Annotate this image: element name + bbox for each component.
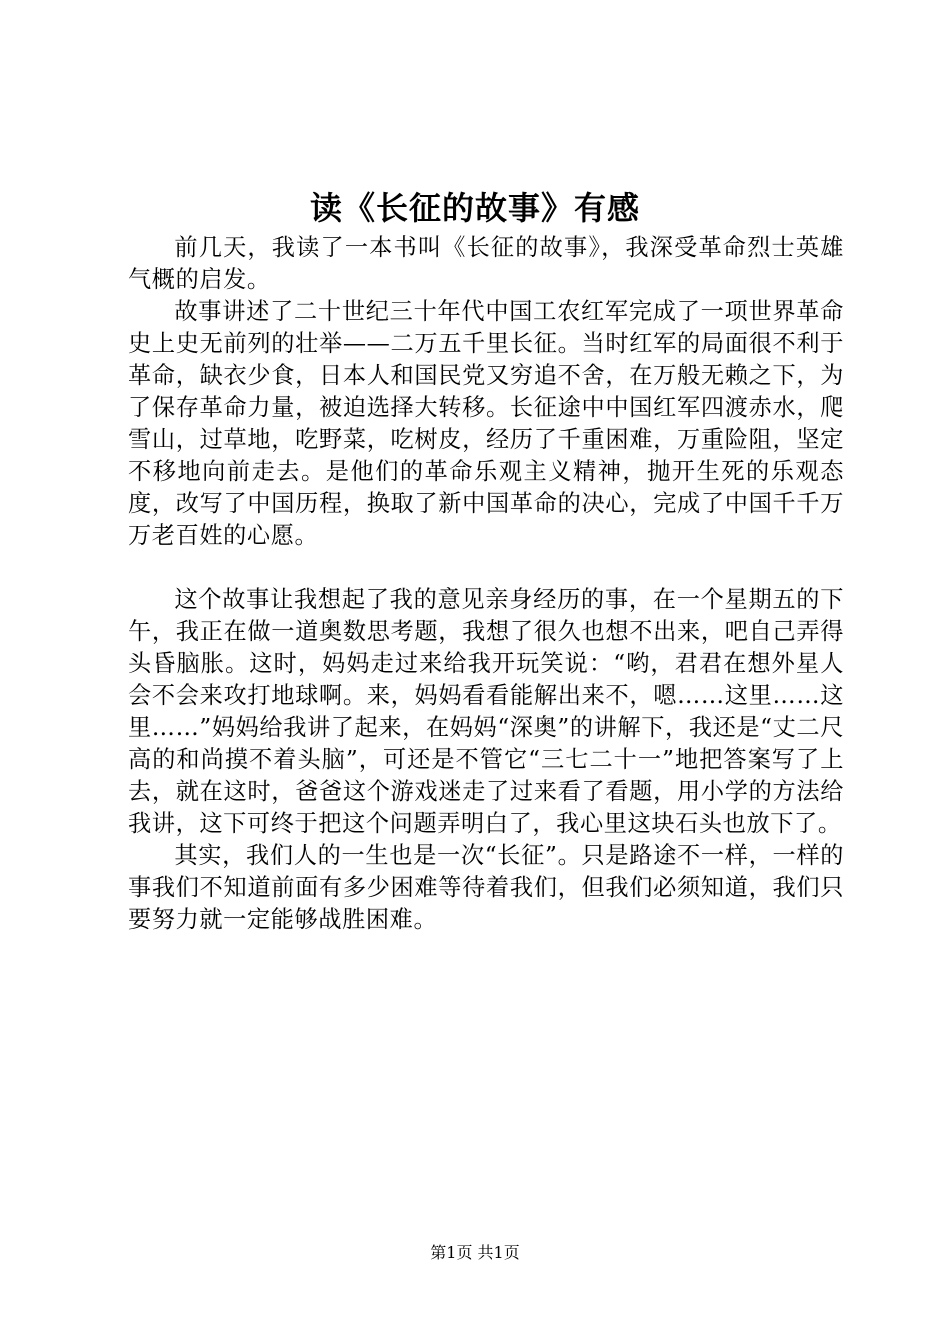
paragraph-3: 这个故事让我想起了我的意见亲身经历的事，在一个星期五的下午，我正在做一道奥数思考题，我想了很久也想不出来，吧自己弄得头昏脑胀。这时，妈妈走过来给我开玩笑说：“哟，君君在想外星人会不会来攻打地球啊。来，妈妈看看能解出来不，嗯……这里……这里……”妈妈给我讲了起来，在妈妈“深奥”的讲解下，我还是“丈二尺高的和尚摸不着头脑”，可还是不管它“三七二十一”地把答案写了上去，就在这时，爸爸这个游戏迷走了过来看了看题，用小学的方法给我讲，这下可终于把这个问题弄明白了，我心里这块石头也放下了。 [128, 586, 844, 837]
paragraph-2: 故事讲述了二十世纪三十年代中国工农红军完成了一项世界革命史上史无前列的壮举——二万五千里长征。当时红军的局面很不利于革命，缺衣少食，日本人和国民党又穷追不舍，在万般无赖之下，为了保存革命力量，被迫选择大转移。长征途中中国红军四渡赤水，爬雪山，过草地，吃野菜，吃树皮，经历了千重困难，万重险阻，坚定不移地向前走去。是他们的革命乐观主义精神，抛开生死的乐观态度，改写了中国历程，换取了新中国革命的决心，完成了中国千千万万老百姓的心愿。 [128, 298, 844, 549]
paragraph-1: 前几天，我读了一本书叫《长征的故事》，我深受革命烈士英雄气概的启发。 [128, 234, 844, 293]
paragraph-4: 其实，我们人的一生也是一次“长征”。只是路途不一样，一样的事我们不知道前面有多少困难等待着我们，但我们必须知道，我们只要努力就一定能够战胜困难。 [128, 842, 844, 933]
document-body [128, 232, 844, 936]
page-footer: 第1页 共1页 [430, 1243, 520, 1262]
document-title: 读《长征的故事》有感 [309, 189, 640, 227]
